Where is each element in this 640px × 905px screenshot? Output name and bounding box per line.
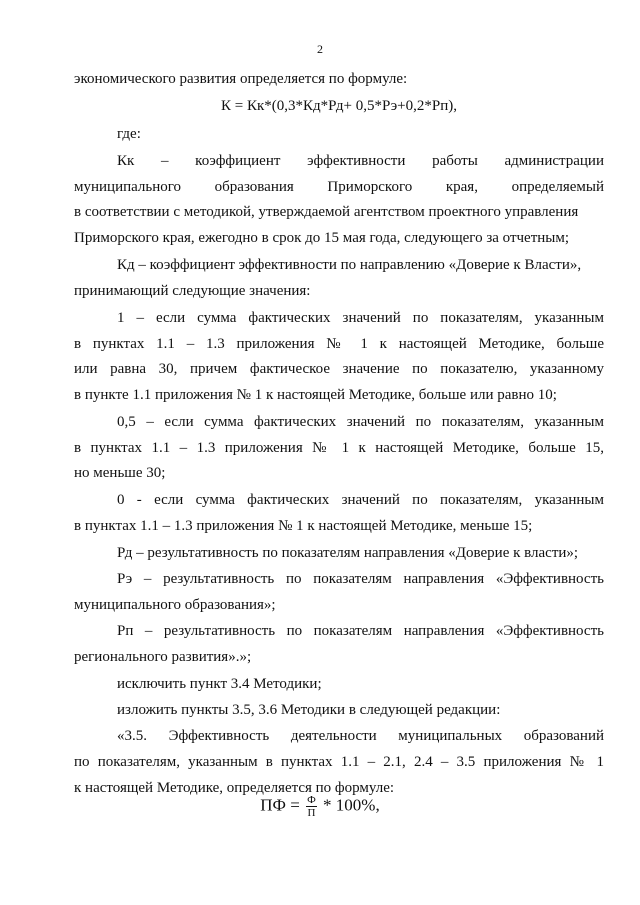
text-line: изложить пункты 3.5, 3.6 Методики в следующей редакции: xyxy=(117,702,501,718)
text-line: 0 - если сумма фактических значений по показателям, указанным xyxy=(117,492,604,508)
formula-fraction xyxy=(306,794,317,819)
text-line: к настоящей Методике, определяется по формуле: xyxy=(74,780,395,796)
text-line: Кк – коэффициент эффективности работы администрации xyxy=(117,153,604,169)
text-line: где: xyxy=(117,126,141,142)
text-line: «3.5. Эффективность деятельности муниципальных образований xyxy=(117,728,604,744)
text-line: но меньше 30; xyxy=(74,465,166,481)
formula-lhs: ПФ = xyxy=(260,795,300,815)
formula-rhs: * 100%, xyxy=(323,795,380,815)
text-line: Рд – результативность по показателям направления «Доверие к власти»; xyxy=(117,545,579,561)
percentage-formula xyxy=(0,794,640,819)
text-line: Рп – результативность по показателям направления «Эффективность xyxy=(117,623,604,639)
text-line: по показателям, указанным в пунктах 1.1 – 2.1, 2.4 – 3.5 приложения № 1 xyxy=(74,754,604,770)
formula-numerator: Ф xyxy=(307,794,316,806)
text-line: в соответствии с методикой, утверждаемой агентством проектного управления xyxy=(74,204,579,220)
text-line: или равна 30, причем фактическое значение по показателю, указанному xyxy=(74,361,604,377)
text-line: Приморского края, ежегодно в срок до 15 мая года, следующего за отчетным; xyxy=(74,230,570,246)
text-line: исключить пункт 3.4 Методики; xyxy=(117,676,322,692)
page-number: 2 xyxy=(317,42,323,56)
text-line: регионального развития».»; xyxy=(74,649,252,665)
text-line: Кд – коэффициент эффективности по направлению «Доверие к Власти», xyxy=(117,257,582,273)
text-line: в пункте 1.1 приложения № 1 к настоящей Методике, больше или равно 10; xyxy=(74,387,557,403)
text-line: Рэ – результативность по показателям направления «Эффективность xyxy=(117,571,604,587)
text-line: муниципального образования Приморского края, определяемый xyxy=(74,179,604,195)
text-line: 0,5 – если сумма фактических значений по показателям, указанным xyxy=(117,414,604,430)
text-line: в пунктах 1.1 – 1.3 приложения № 1 к настоящей Методике, больше xyxy=(74,336,604,352)
text-line: принимающий следующие значения: xyxy=(74,283,311,299)
text-line: К = Кк*(0,3*Кд*Рд+ 0,5*Рэ+0,2*Рп), xyxy=(221,98,457,114)
text-line: в пунктах 1.1 – 1.3 приложения № 1 к настоящей Методике, меньше 15; xyxy=(74,518,533,534)
text-line: экономического развития определяется по формуле: xyxy=(74,71,408,87)
text-line: 1 – если сумма фактических значений по показателям, указанным xyxy=(117,310,604,326)
text-line: в пунктах 1.1 – 1.3 приложения № 1 к настоящей Методике, больше 15, xyxy=(74,440,604,456)
text-line: муниципального образования»; xyxy=(74,597,276,613)
formula-denominator: П xyxy=(307,807,316,819)
